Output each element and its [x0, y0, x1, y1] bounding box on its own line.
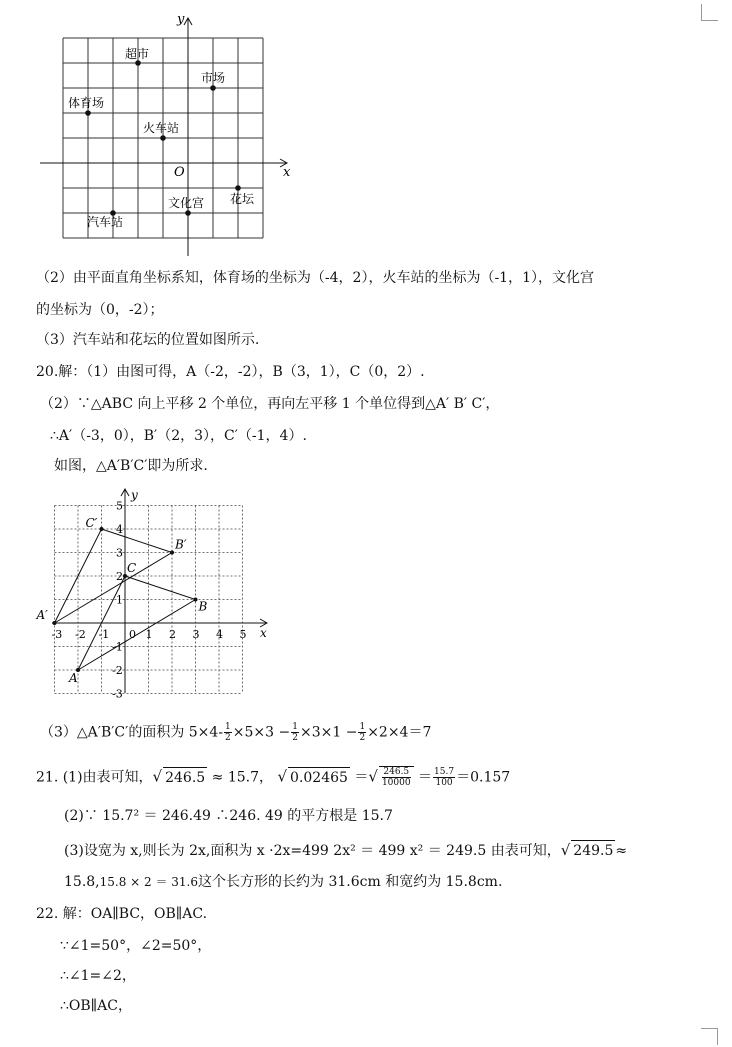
map-place-label: 花坛: [230, 192, 255, 206]
x-tick-label: -2: [75, 628, 86, 641]
page-corner-mark: [701, 4, 718, 21]
x-tick-label: 2: [169, 628, 176, 641]
sqrt-fraction: $\frac{246.5}{10000}$: [379, 766, 414, 788]
y-tick-label: -1: [112, 640, 123, 654]
y-tick-label: -2: [112, 664, 123, 677]
vertex-label: B′: [175, 537, 187, 552]
sol21-part2: (2)∵ 15.7² ＝ 246.49 ∴246. 49 的平方根是 15.7: [64, 808, 393, 824]
x-tick-label: 3: [192, 628, 200, 641]
area-formula-result: ×2×4＝7: [367, 724, 432, 741]
grid2-x-axis-label: x: [260, 626, 267, 640]
sol20-part2-line1: （2）∵△ABC 向上平移 2 个单位，再向左平移 1 个单位得到△A′ B′ C′，: [40, 396, 500, 412]
x-tick-label: 4: [216, 628, 223, 641]
sol20-part3: [40, 722, 732, 743]
half-fraction: $\frac{1}{2}$: [292, 722, 298, 743]
map-point: [210, 85, 216, 91]
triangle-grid-figure: [30, 485, 275, 700]
y-tick-label: 5: [116, 499, 123, 513]
sol20-part2-line2: ∴A′（-3，0），B′（2，3），C′（-1，4）.: [50, 428, 307, 444]
vertex-label: C: [127, 561, 137, 575]
sol21-part3-line1: (3)设宽为 x,则长为 2x,面积为 x ·2x=499 2x² ＝ 499 x² ＝ 249.5 由表可知，√ 249.5 ≈: [64, 841, 628, 859]
map-y-axis-label: y: [177, 12, 185, 27]
page-corner-mark: [701, 1028, 718, 1045]
half-fraction: $\frac{1}{2}$: [359, 722, 366, 743]
half-fraction: $\frac{1}{2}$: [225, 722, 231, 743]
map-point: [185, 210, 191, 216]
y-tick-label: 2: [116, 570, 123, 583]
sol21-part3-line2: 15.8,15.8 × 2 ＝ 31.6这个长方形的长约为 31.6cm 和宽约为 15.8cm.: [64, 874, 503, 890]
x-tick-label: 1: [145, 628, 153, 641]
sol20-part1: 20.解：（1）由图可得，A（-2，-2），B（3，1），C（0，2）.: [36, 364, 425, 380]
sqrt-radicand-1: 246.5: [163, 767, 207, 788]
sol21-approx-1: ≈ 15.7，: [211, 769, 274, 786]
x-tick-label: -1: [98, 628, 110, 641]
map-place-label: 超市: [125, 47, 150, 61]
sol22-line3: ∴∠1=∠2，: [60, 968, 136, 984]
map-figure: [36, 8, 296, 260]
map-point: [160, 135, 166, 141]
sol19-part2-line1: （2）由平面直角坐标系知，体育场的坐标为（-4，2），火车站的坐标为（-1，1），文化宫: [36, 270, 594, 286]
sol19-part3: （3）汽车站和花坛的位置如图所示.: [36, 332, 260, 348]
vertex-point: [194, 598, 198, 602]
grid2-y-axis-label: y: [131, 488, 138, 502]
y-tick-label: 3: [116, 546, 123, 560]
map-point: [85, 110, 91, 116]
map-place-label: 火车站: [143, 121, 180, 135]
x-tick-label: 0: [129, 628, 136, 641]
y-tick-label: -3: [112, 687, 123, 700]
sqrt-radicand-2: 0.02465: [288, 767, 350, 788]
vertex-label: C′: [85, 516, 98, 530]
y-tick-label: 4: [116, 523, 123, 536]
map-origin-label: O: [174, 165, 185, 180]
ratio-fraction: $\frac{15.7}{100}$: [434, 767, 455, 788]
sol22-line4: ∴OB∥AC，: [60, 998, 132, 1014]
sol22-line1: 22. 解：OA∥BC，OB∥AC.: [36, 906, 208, 922]
vertex-point: [170, 551, 174, 555]
map-place-label: 体育场: [68, 96, 105, 110]
vertex-label: A: [69, 671, 78, 685]
sol19-part2-line2: 的坐标为（0，-2）；: [36, 302, 164, 318]
map-place-label: 汽车站: [87, 215, 124, 229]
sol21-result: ＝0.157: [456, 769, 511, 786]
area-formula-term2: ×3×1 −: [299, 724, 358, 741]
y-tick-label: 1: [116, 593, 123, 607]
map-x-axis-label: x: [283, 165, 291, 180]
sol20-part2-line3: 如图，△A′B′C′即为所求.: [54, 458, 208, 474]
sol21-part1: 21. (1)由表可知，√ 246.5 ≈ 15.7， √ 0.02465 ＝√ $\frac{246.5}{10000}$ ＝ $\frac{15.7}{100}$ ＝0.157: [36, 767, 511, 788]
map-place-label: 市场: [201, 71, 226, 85]
map-point: [235, 185, 241, 191]
x-tick-label: -3: [51, 628, 63, 641]
vertex-point: [100, 527, 104, 531]
vertex-label: B: [198, 599, 208, 614]
area-formula-term1: ×5×3 −: [232, 724, 291, 741]
area-formula-lead: （3）△A′B′C′的面积为 5×4-: [40, 724, 224, 741]
vertex-point: [53, 621, 57, 625]
sol22-line2: ∵∠1=50°，∠2=50°，: [60, 938, 212, 954]
map-place-label: 文化宫: [168, 196, 205, 210]
x-tick-label: 5: [239, 628, 247, 641]
sol21-lead: 21. (1)由表可知，: [36, 769, 153, 786]
map-point: [135, 60, 141, 66]
vertex-label: A′: [36, 608, 48, 622]
